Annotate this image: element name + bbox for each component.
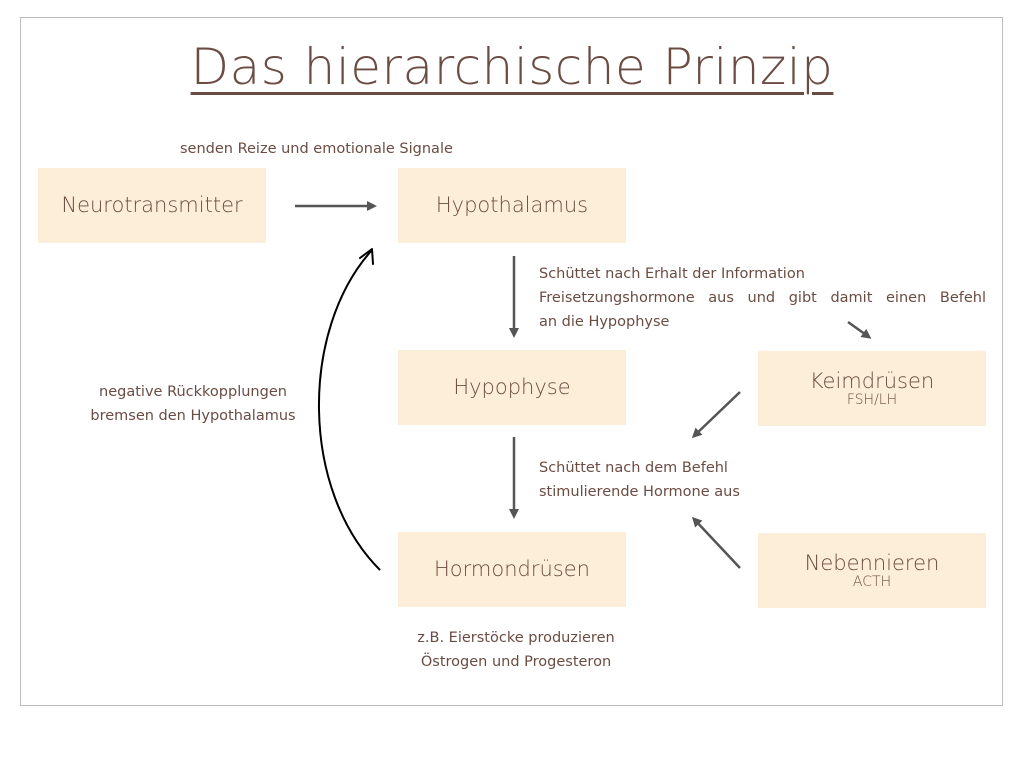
release-note-line-2: Freisetzungshormone aus und gibt damit einen Befehl [539,290,986,306]
keimdruesen-label: Keimdrüsen [809,368,935,393]
hormondruesen-label: Hormondrüsen [434,557,590,581]
feedback-note-line-1: negative Rückkopplungen [99,384,287,400]
feedback-curved-arrow [319,250,380,570]
arrow-note-to-keimdruesen [848,322,869,337]
arrow-nebennieren-to-note [694,519,740,568]
keimdruesen-hormones: FSH/LH [846,391,898,408]
feedback-note-line-2: bremsen den Hypothalamus [90,408,296,424]
page-title: Das hierarchische Prinzip [190,38,834,96]
signals-note: senden Reize und emotionale Signale [180,141,453,157]
nebennieren-hormones: ACTH [852,573,892,590]
hypophyse-label: Hypophyse [453,375,571,399]
hypothalamus-label: Hypothalamus [435,193,589,217]
arrow-keimdruesen-to-note [694,392,740,436]
release-note-line-3: an die Hypophyse [539,314,670,330]
stimulate-note-line-1: Schüttet nach dem Befehl [539,460,728,476]
example-note-line-2: Östrogen und Progesteron [420,654,612,670]
stimulate-note-line-2: stimulierende Hormone aus [539,484,740,500]
release-note-line-1: Schüttet nach Erhalt der Information [539,266,805,282]
neurotransmitter-label: Neurotransmitter [61,193,243,217]
example-note-line-1: z.B. Eierstöcke produzieren [417,630,615,646]
nebennieren-label: Nebennieren [804,550,940,575]
